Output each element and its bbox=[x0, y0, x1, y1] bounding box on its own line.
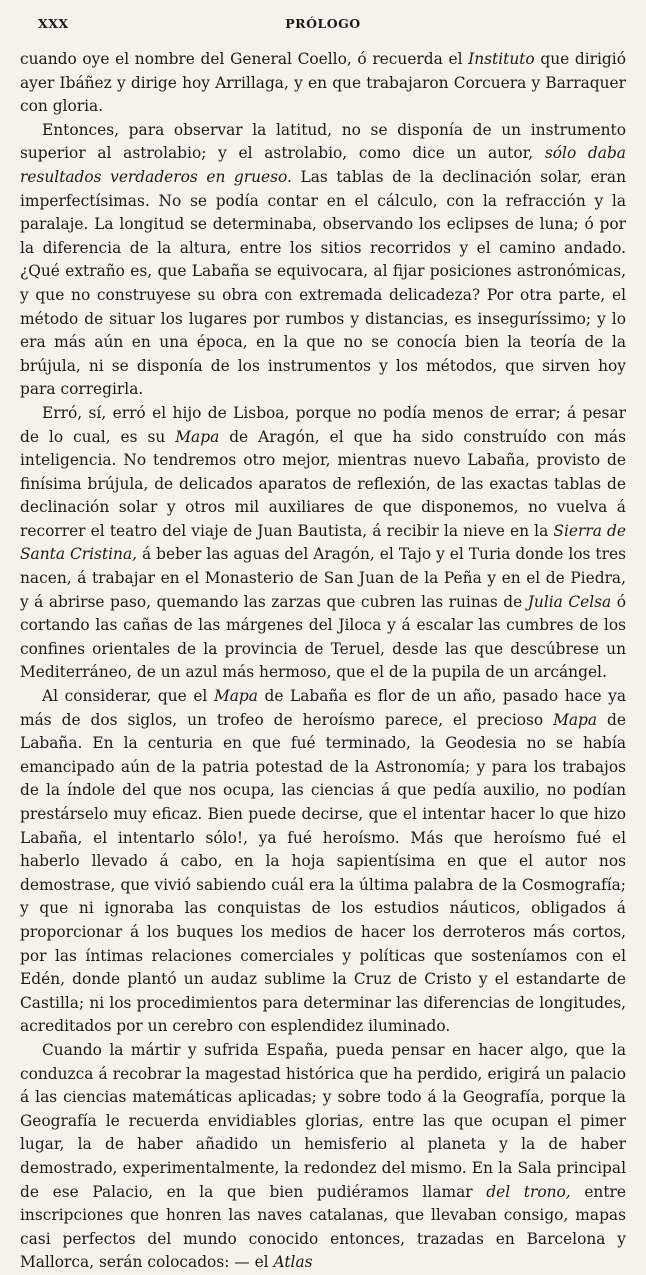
italic-text: Atlas bbox=[273, 1253, 313, 1272]
paragraph bbox=[20, 685, 626, 1039]
paragraph bbox=[20, 48, 626, 119]
text-segment: entre inscripciones que honren las naves catalanas, que llevaban consigo, mapas casi perfectos del mundo conocido entonces, trazadas en Barcelona y Mallorca, serán colocados: — el bbox=[20, 1182, 626, 1272]
italic-text: del trono, bbox=[486, 1182, 571, 1201]
paragraph bbox=[20, 1039, 626, 1275]
text-segment: de Labaña. En la centuria en que fué terminado, la Geodesia no se había emancipado aún de la patria potestad de la Astronomía; y para los trabajos de la índole del que nos ocupa, las ciencias á que pedía auxilio, no podían prestárselo muy eficaz. Bien puede decirse, que el intentar hacer lo que hizo Labaña, el intentarlo sólo!, ya fué heroísmo. Más que heroísmo fué el haberlo llevado á cabo, en la hoja sapientísima en que el autor nos demostrase, que vivió sabiendo cuál era la última palabra de la Cosmografía; y que ni ignoraba las conquistas de los estudios náuticos, obligados á proporcionar á los buques los medios de hacer los derroteros más cortos, por las íntimas relaciones comerciales y políticas que sosteníamos con el Edén, donde plantó un audaz sublime la Cruz de Cristo y el estandarte de Castilla; ni los procedimientos para determinar las diferencias de longitudes, acreditados por un cerebro con esplendidez iluminado. bbox=[20, 710, 626, 1036]
text-segment: Entonces, para observar la latitud, no se disponía de un instrumento superior al astrolabio; y el astrolabio, como dice un autor, bbox=[20, 120, 626, 163]
italic-text: sólo daba resultados verdaderos en grueso. bbox=[20, 144, 626, 186]
page-number: XXX bbox=[38, 16, 69, 31]
paragraph bbox=[20, 402, 626, 685]
italic-text: Julia Celsa bbox=[527, 592, 612, 611]
text-segment: Erró, sí, erró el hijo de Lisboa, porque no podía menos de errar; á pesar de lo cual, es su bbox=[20, 403, 626, 446]
text-segment: de Aragón, el que ha sido construído con más inteligencia. No tendremos otro mejor, mientras nuevo Labaña, provisto de finísima brújula, de delicados aparatos de reflexión, de las exactas tablas de declinación solar y otros mil auxiliares de que disponemos, no vuelva á recorrer el teatro del viaje de Juan Bautista, á recibir la nieve en la bbox=[20, 427, 626, 540]
text-segment: á beber las aguas del Aragón, el Tajo y el Turia donde los tres nacen, á trabajar en el Monasterio de San Juan de la Peña y en el de Piedra, y á abrirse paso, quemando las zarzas que cubren las ruinas de bbox=[20, 545, 626, 611]
text-segment: Cuando la mártir y sufrida España, pueda pensar en hacer algo, que la conduzca á recobrar la magestad histórica que ha perdido, erigirá un palacio á las ciencias matemáticas aplicadas; y sobre todo á la Geografía, porque la Geografía le recuerda envidiables glorias, entre las que ocupan el pimer lugar, la de haber añadido un hemisferio al planeta y la de haber demostrado, experimentalmente, la redondez del mismo. En la Sala principal de ese Palacio, en la que bien pudiéramos llamar bbox=[20, 1040, 626, 1201]
italic-text: Instituto bbox=[468, 50, 535, 68]
text-segment: que dirigió ayer Ibáñez y dirige hoy Arrillaga, y en que trabajaron Corcuera y Barraquer con gloria. bbox=[20, 50, 626, 116]
italic-text: Mapa bbox=[213, 687, 258, 706]
running-title: PRÓLOGO bbox=[285, 16, 361, 31]
body-text bbox=[20, 48, 626, 1275]
italic-text: Sierra de Santa Cristina, bbox=[20, 521, 626, 564]
text-segment: de Labaña es flor de un año, pasado hace ya más de dos siglos, un trofeo de heroísmo parece, el precioso bbox=[20, 687, 626, 729]
text-segment: cuando oye el nombre del General Coello, ó recuerda el bbox=[20, 50, 469, 68]
running-head bbox=[20, 12, 626, 34]
paragraph bbox=[20, 119, 626, 402]
italic-text: Mapa bbox=[553, 710, 598, 729]
text-segment: Al considerar, que el bbox=[42, 687, 214, 706]
text-segment: ó cortando las cañas de las márgenes del Jiloca y á escalar las cumbres de los confines orientales de la provincia de Teruel, desde las que descúbrese un Mediterráneo, de un azul más hermoso, que el de la pupila de un arcángel. bbox=[20, 592, 626, 682]
text-segment: Las tablas de la declinación solar, eran imperfectísimas. No se podía contar en el cálculo, con la refracción y la paralaje. La longitud se determinaba, observando los eclipses de luna; ó por la diferencia de la altura, entre los sitios recorridos y el camino andado. ¿Qué extraño es, que Labaña se equivocara, al fijar posiciones astronómicas, y que no construyese su obra con extremada delicadeza? Por otra parte, el método de situar los lugares por rumbos y distancias, es inseguríssimo; y lo era más aún en una época, en la que no se conocía bien la teoría de la brújula, ni se disponía de los instrumentos y los métodos, que sirven hoy para corregirla. bbox=[20, 167, 626, 399]
italic-text: Mapa bbox=[175, 427, 220, 446]
